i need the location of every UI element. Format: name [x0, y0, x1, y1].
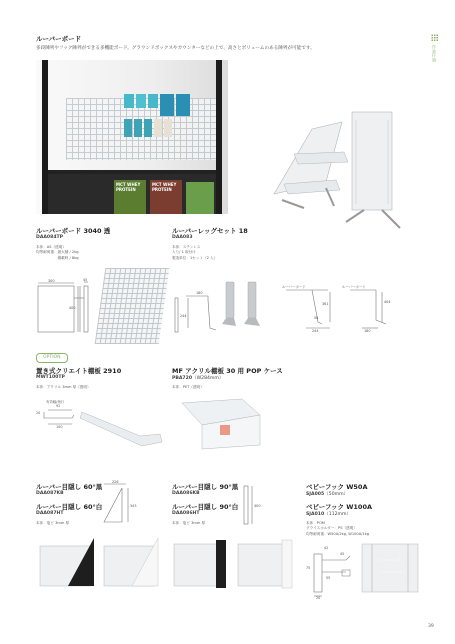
product-code: DAA086KB — [172, 491, 200, 496]
dimension-361: 361 — [322, 302, 329, 306]
product-name: ルーバーレッグセット 18 — [172, 227, 248, 235]
product-spec: 本体：ステンレス 入り/ 1 取付け 製造単位：1セット（2 入） — [172, 245, 218, 260]
depth-dimension: 45 — [83, 278, 88, 282]
product-6-diagram — [240, 482, 266, 528]
product-5-diagram — [98, 482, 144, 526]
product-spec: 本体：塩ビ 3mm 厚 — [36, 521, 70, 525]
product-code: DAA083 — [172, 235, 193, 240]
side-tab — [431, 34, 441, 68]
dot-pattern-icon — [431, 34, 439, 42]
product-code: MWT100TP — [36, 375, 65, 380]
dimension-404: 404 — [384, 300, 391, 304]
product-name: ルーバー目隠し 60°黒 — [36, 483, 103, 491]
product-spec: 本体：アクリル 3mm 厚（透明） — [36, 385, 91, 389]
product-code — [306, 491, 348, 497]
dimension-20: 20 — [316, 596, 321, 600]
product-7-photo — [360, 542, 420, 594]
product-2-diagram — [172, 290, 218, 340]
product-code-2-note: （112mm） — [324, 512, 352, 517]
board-label: ルーバーボード — [342, 285, 366, 289]
main-photo — [36, 60, 228, 214]
width-dimension: 300 — [48, 279, 55, 283]
page-title: ルーバーボード — [36, 35, 82, 43]
leg-width-dimension: 180 — [196, 291, 203, 295]
product-name-2: ベビーフック W100A — [306, 503, 372, 511]
product-name: ルーバー目隠し 90°黒 — [172, 483, 239, 491]
dimension-45: 45 — [340, 552, 345, 556]
dimension-42: 42 — [324, 546, 329, 550]
product-name-2: ルーバー目隠し 90°白 — [172, 503, 239, 511]
product-bottles — [124, 94, 214, 134]
dimension-400: 400 — [254, 504, 261, 508]
product-name: ルーバーボード 3040 透 — [36, 227, 111, 235]
product-code: DAA087KB — [36, 491, 64, 496]
product-code-note: （W284mm） — [192, 376, 224, 381]
dimension-75: 75 — [306, 566, 311, 570]
product-spec: 本体：塩ビ 3mm 厚 — [172, 521, 206, 525]
leg-height-dimension: 244 — [180, 314, 187, 318]
product-spec: 本体：AS（透明） 均等耐荷重：最大積 / 2kg 積載時 / 8kg — [36, 245, 79, 260]
board-label: ルーバーボード — [282, 285, 306, 289]
dimension-20: 20 — [36, 411, 41, 415]
product-3-photo — [80, 404, 164, 450]
page-number: 39 — [428, 624, 434, 629]
dimension-244: 244 — [312, 329, 319, 333]
product-package-mct1: MCT WHEY PROTEIN — [114, 180, 146, 214]
height-dimension: 400 — [69, 306, 76, 310]
product-name-2: ルーバー目隠し 60°白 — [36, 503, 103, 511]
product-4-photo — [172, 395, 264, 453]
product-code-2: DAA087HT — [36, 511, 64, 516]
product-code-value: PBA720 — [172, 376, 193, 381]
product-2-photo — [220, 278, 266, 328]
option-badge: OPTION — [36, 353, 68, 363]
product-code-2: DAA086HT — [172, 511, 200, 516]
product-3-diagram — [36, 400, 80, 430]
product-2-assembly-diagram — [282, 284, 402, 334]
product-code: DAA084TP — [36, 235, 64, 240]
dimension-92: 92 — [56, 404, 61, 408]
display-frame-right — [216, 60, 222, 214]
dimension-58: 58 — [314, 316, 319, 320]
side-tab-label: 作業什器 — [432, 45, 437, 62]
product-6-photos — [172, 536, 296, 592]
product-code-note: （50mm） — [324, 492, 349, 497]
product-code — [172, 375, 223, 381]
product-spec: 本体：PET（透明） — [172, 385, 204, 389]
product-1-photo — [95, 268, 170, 344]
product-name: 置き式クリエイト棚板 2910 — [36, 367, 122, 375]
dimension-226: 226 — [112, 480, 119, 484]
product-1-diagram — [36, 278, 96, 338]
dimension-100: 100 — [56, 425, 63, 429]
dimension-55: 55 — [326, 576, 331, 580]
product-code-value: SJA005 — [306, 492, 325, 497]
dimension-343: 343 — [130, 504, 137, 508]
product-code-2-value: SJA010 — [306, 512, 325, 517]
product-package-mct2: MCT WHEY PROTEIN — [150, 180, 182, 214]
product-name: ベビーフック W50A — [306, 483, 368, 491]
louver-leg-photo — [264, 104, 424, 236]
page-description: 多段陳列やフック陳列ができる多機能ボード。グラウンドボックスやカウンターなどの上で、高さとボリュームのある陳列が可能です。 — [36, 46, 315, 51]
product-code-2 — [306, 511, 351, 517]
dimension-180: 180 — [364, 329, 371, 333]
product-7-diagram — [306, 544, 356, 600]
product-package-3 — [186, 182, 214, 214]
product-5-photos — [38, 536, 162, 592]
product-spec: 本体：POM プライスホルダー：PS（透明） 均等耐荷重：W50A/2kg, W100A/1kg — [306, 521, 370, 536]
shelf-effective-label: 有効幅/奥行 — [46, 400, 65, 404]
product-name: MF アクリル棚板 30 用 POP ケース — [172, 367, 283, 375]
